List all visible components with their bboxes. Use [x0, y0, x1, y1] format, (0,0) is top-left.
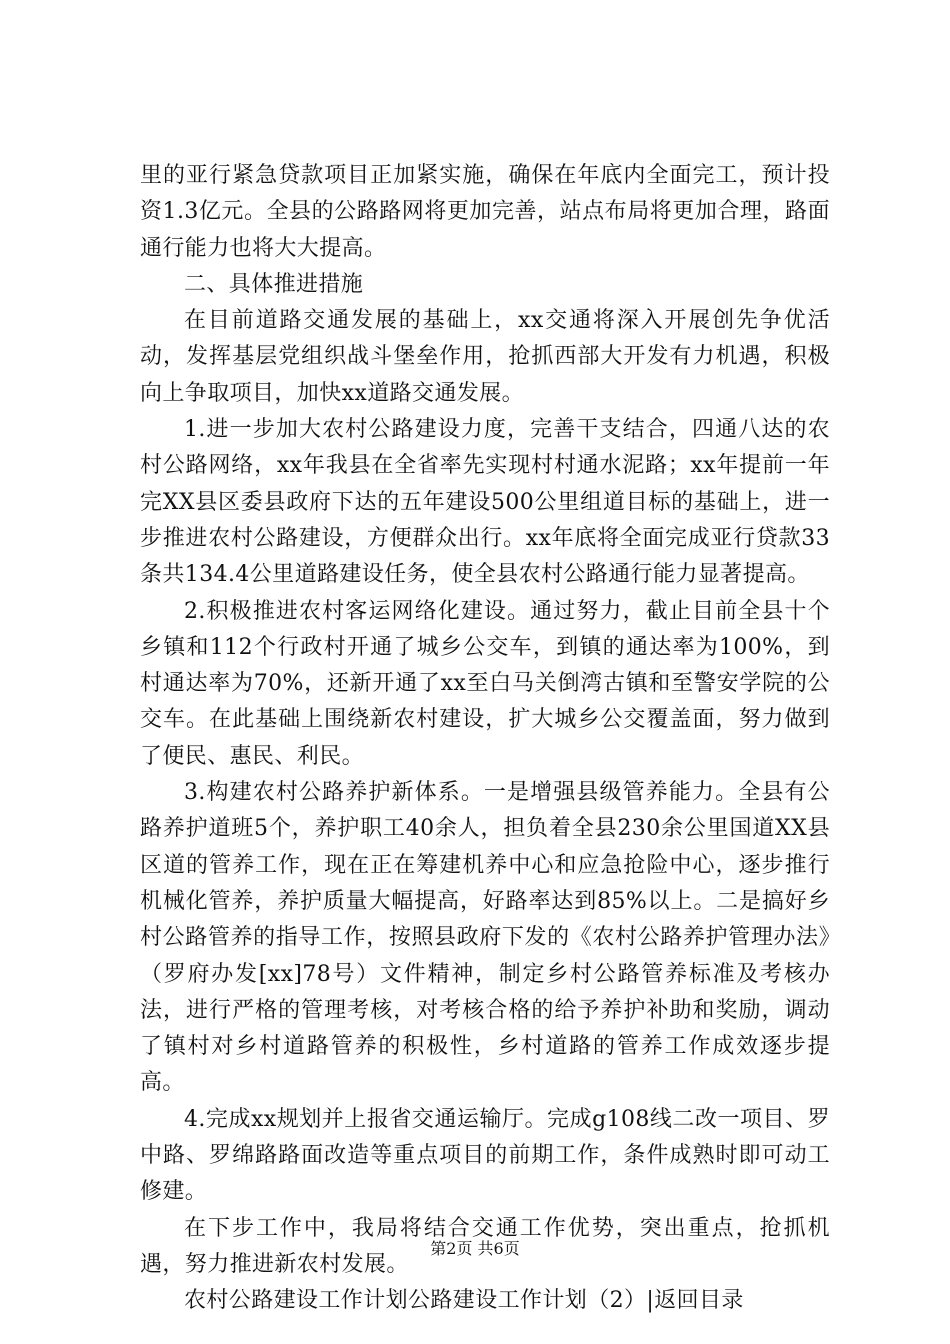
- paragraph-continuation: 里的亚行紧急贷款项目正加紧实施，确保在年底内全面完工，预计投资1.3亿元。全县的公路路网将更加完善，站点布局将更加合理，路面通行能力也将大大提高。: [140, 163, 830, 261]
- paragraph-intro: 在目前道路交通发展的基础上，xx交通将深入开展创先争优活动，发挥基层党组织战斗堡垒作用，抢抓西部大开发有力机遇，积极向上争取项目，加快xx道路交通发展。: [140, 308, 830, 406]
- page-number-footer: 第2页 共6页: [430, 1239, 520, 1258]
- paragraph-item-2: 2.积极推进农村客运网络化建设。通过努力，截止目前全县十个乡镇和112个行政村开通了城乡公交车，到镇的通达率为100%，到村通达率为70%，还新开通了xx至白马关倒湾古镇和至警安学院的公交车。在此基础上围绕新农村建设，扩大城乡公交覆盖面，努力做到了便民、惠民、利民。: [140, 598, 830, 769]
- paragraph-item-4: 4.完成xx规划并上报省交通运输厅。完成g108线二改一项目、罗中路、罗绵路路面改造等重点项目的前期工作，条件成熟时即可动工修建。: [140, 1106, 830, 1205]
- return-to-contents-link[interactable]: 农村公路建设工作计划公路建设工作计划（2）|返回目录: [184, 1288, 744, 1314]
- paragraph-item-3: 3.构建农村公路养护新体系。一是增强县级管养能力。全县有公路养护道班5个，养护职工40余人，担负着全县230余公里国道XX县区道的管养工作，现在正在筹建机养中心和应急抢险中心，逐步推行机械化管养，养护质量大幅提高，好路率达到85%以上。二是搞好乡村公路管养的指导工作，按照县政府下发的《农村公路养护管理办法》（罗府办发[xx]78号）文件精神，制定乡村公路管养标准及考核办法，进行严格的管理考核，对考核合格的给予养护补助和奖励，调动了镇村对乡村道路管养的积极性，乡村道路的管养工作成效逐步提高。: [140, 780, 830, 1096]
- document-body: [140, 158, 830, 1320]
- paragraph-conclusion: 在下步工作中，我局将结合交通工作优势，突出重点，抢抓机遇，努力推进新农村发展。: [140, 1215, 830, 1277]
- paragraph-item-1: 1.进一步加大农村公路建设力度，完善干支结合，四通八达的农村公路网络，xx年我县在全省率先实现村村通水泥路；xx年提前一年完XX县区委县政府下达的五年建设500公里组道目标的基础上，进一步推进农村公路建设，方便群众出行。xx年底将全面完成亚行贷款33条共134.4公里道路建设任务，使全县农村公路通行能力显著提高。: [140, 417, 830, 588]
- section-heading: 二、具体推进措施: [184, 271, 364, 297]
